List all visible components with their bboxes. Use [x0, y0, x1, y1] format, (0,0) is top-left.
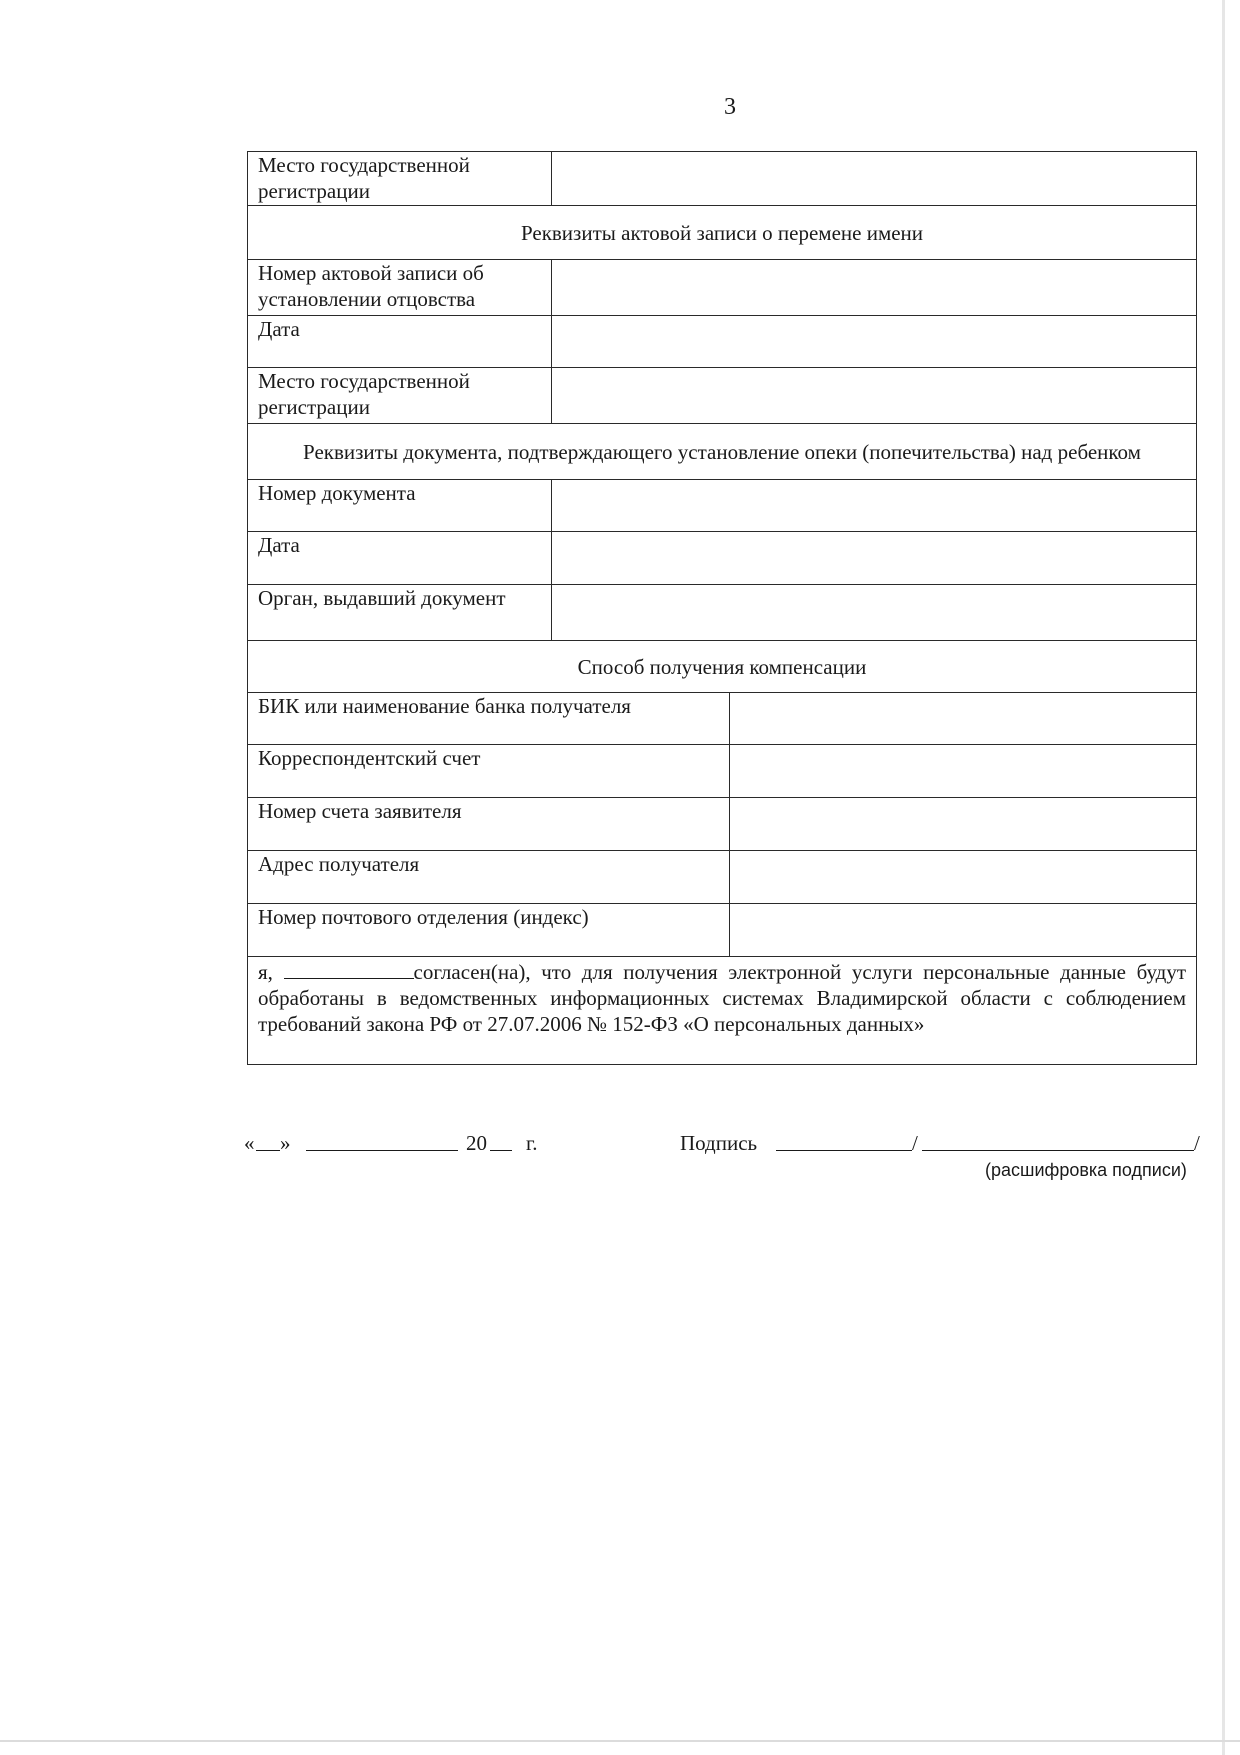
signature-label: Подпись — [680, 1131, 758, 1155]
field-value[interactable] — [730, 904, 1197, 957]
consent-prefix: я, — [258, 960, 273, 984]
field-label: Дата — [248, 316, 552, 368]
name-blank[interactable] — [284, 962, 414, 979]
table-row — [248, 904, 1197, 957]
decode-label: (расшифровка подписи) — [985, 1160, 1187, 1180]
table-row — [248, 424, 1197, 480]
decode-blank[interactable] — [922, 1150, 1194, 1151]
field-value[interactable] — [552, 368, 1197, 424]
field-value[interactable] — [552, 532, 1197, 585]
field-label: Номер почтового отделения (индекс) — [248, 904, 730, 957]
field-label: Адрес получателя — [248, 851, 730, 904]
table-row — [248, 532, 1197, 585]
field-label: Орган, выдавший документ — [248, 585, 552, 641]
table-row — [248, 152, 1197, 206]
quote-open: « — [244, 1131, 255, 1155]
table-row — [248, 957, 1197, 1065]
table-row — [248, 206, 1197, 260]
field-label: Место государственной регистрации — [248, 152, 552, 206]
table-row — [248, 693, 1197, 745]
field-label: Корреспондентский счет — [248, 745, 730, 798]
table-row — [248, 260, 1197, 316]
page-edge-bottom — [0, 1740, 1240, 1742]
field-label: Номер актовой записи об установлении отцовства — [248, 260, 552, 316]
year-prefix: 20 — [466, 1131, 487, 1155]
table-row — [248, 316, 1197, 368]
signature-blank[interactable] — [776, 1150, 912, 1151]
quote-close: » — [280, 1131, 291, 1155]
field-label: Номер счета заявителя — [248, 798, 730, 851]
field-label: БИК или наименование банка получателя — [248, 693, 730, 745]
table-row — [248, 745, 1197, 798]
year-suffix: г. — [526, 1131, 538, 1155]
section-heading: Реквизиты актовой записи о перемене имени — [248, 206, 1197, 260]
field-value[interactable] — [552, 260, 1197, 316]
field-value[interactable] — [730, 798, 1197, 851]
consent-cell — [248, 957, 1197, 1065]
field-label: Дата — [248, 532, 552, 585]
field-value[interactable] — [552, 480, 1197, 532]
field-value[interactable] — [730, 745, 1197, 798]
year-blank[interactable] — [490, 1150, 512, 1151]
field-value[interactable] — [730, 851, 1197, 904]
page-number: 3 — [724, 94, 736, 120]
consent-text: согласен(на), что для получения электронной услуги персональные данные будут обработаны в ведомственных информационных системах Владимирской области с соблюдением требований закона РФ от 27.07.2006 № 152-ФЗ «О персональных данных» — [258, 960, 1186, 1036]
field-label: Место государственной регистрации — [248, 368, 552, 424]
table-row — [248, 480, 1197, 532]
table-row — [248, 641, 1197, 693]
field-value[interactable] — [730, 693, 1197, 745]
field-label: Номер документа — [248, 480, 552, 532]
section-heading: Способ получения компенсации — [248, 641, 1197, 693]
slash-right: / — [1194, 1131, 1200, 1155]
table-row — [248, 368, 1197, 424]
field-value[interactable] — [552, 152, 1197, 206]
field-value[interactable] — [552, 316, 1197, 368]
month-blank[interactable] — [306, 1150, 458, 1151]
form-table — [247, 151, 1197, 1065]
table-row — [248, 798, 1197, 851]
table-row — [248, 851, 1197, 904]
slash-left: / — [912, 1131, 918, 1155]
field-value[interactable] — [552, 585, 1197, 641]
day-blank[interactable] — [256, 1150, 280, 1151]
table-row — [248, 585, 1197, 641]
page-edge — [1222, 0, 1225, 1755]
section-heading: Реквизиты документа, подтверждающего установление опеки (попечительства) над ребенком — [248, 424, 1197, 480]
